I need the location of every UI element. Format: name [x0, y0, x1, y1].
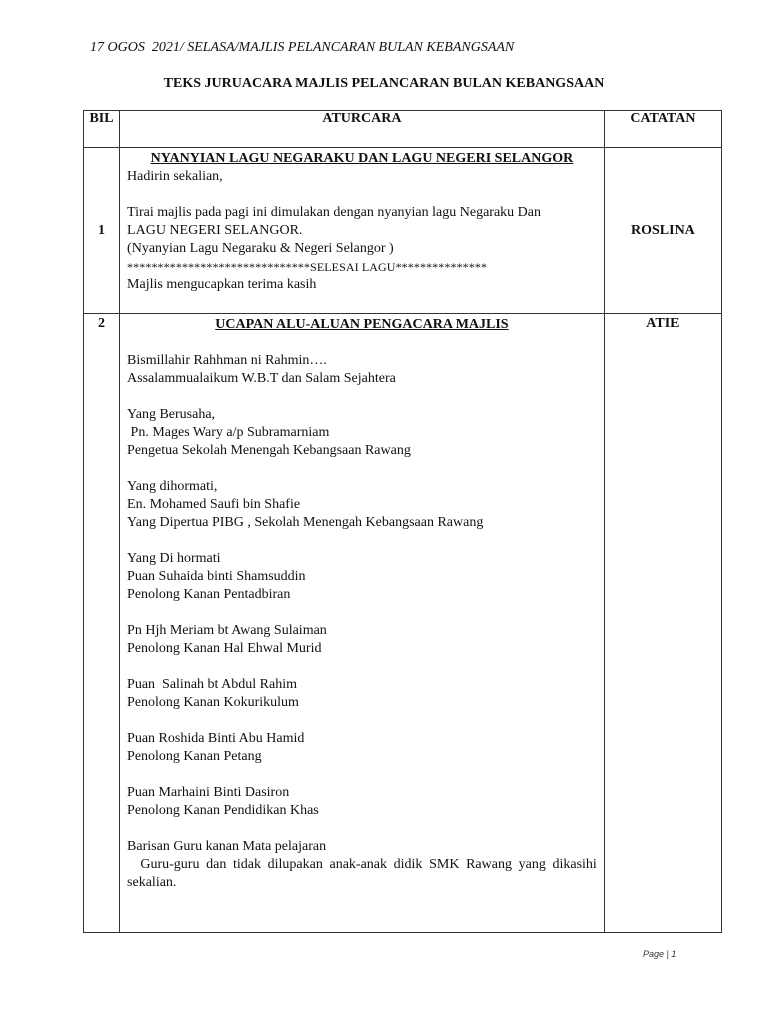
row-catatan: ROSLINA [604, 148, 721, 314]
row-content [120, 148, 605, 314]
blank-line [127, 658, 597, 676]
text-line: Puan Suhaida binti Shamsuddin [127, 569, 306, 584]
table-row [84, 314, 722, 933]
text-line: Penolong Kanan Kokurikulum [127, 695, 299, 710]
text-line: Puan Roshida Binti Abu Hamid [127, 731, 305, 746]
column-header-bil: BIL [84, 111, 120, 148]
text-line: LAGU NEGERI SELANGOR. [127, 223, 303, 238]
document-title: TEKS JURUACARA MAJLIS PELANCARAN BULAN KEBANGSAAN [163, 76, 605, 91]
blank-line [127, 820, 597, 838]
closing-paragraph: Guru-guru dan tidak dilupakan anak-anak didik SMK Rawang yang dikasihi sekalian. [127, 857, 601, 890]
text-line: Pn. Mages Wary a/p Subramarniam [127, 425, 330, 440]
text-line: (Nyanyian Lagu Negaraku & Negeri Selangor ) [127, 241, 394, 256]
section-title: UCAPAN ALU-ALUAN PENGACARA MAJLIS [215, 317, 509, 332]
row-catatan: ATIE [604, 314, 721, 933]
text-line: Penolong Kanan Petang [127, 749, 262, 764]
table-row [84, 148, 722, 314]
blank-line [127, 712, 597, 730]
table-header-row [84, 111, 722, 148]
text-line: Majlis mengucapkan terima kasih [127, 277, 317, 292]
blank-line [127, 460, 597, 478]
text-line: En. Mohamed Saufi bin Shafie [127, 497, 301, 512]
text-line: Yang Dipertua PIBG , Sekolah Menengah Kebangsaan Rawang [127, 515, 484, 530]
text-line: Yang dihormati, [127, 479, 218, 494]
page-number: Page | 1 [643, 949, 677, 959]
blank-line [127, 388, 597, 406]
text-line: Puan Salinah bt Abdul Rahim [127, 677, 297, 692]
blank-line [127, 334, 597, 352]
text-line: Penolong Kanan Pendidikan Khas [127, 803, 319, 818]
text-line: Assalammualaikum W.B.T dan Salam Sejahtera [127, 371, 396, 386]
document-header: 17 OGOS 2021/ SELASA/MAJLIS PELANCARAN BULAN KEBANGSAAN [90, 40, 515, 55]
column-header-catatan: CATATAN [604, 111, 721, 148]
column-header-aturcara: ATURCARA [120, 111, 605, 148]
blank-line [127, 532, 597, 550]
text-line: Penolong Kanan Pentadbiran [127, 587, 291, 602]
row-number: 1 [84, 148, 120, 314]
text-line: Puan Marhaini Binti Dasiron [127, 785, 290, 800]
row-number: 2 [84, 314, 120, 933]
section-title: NYANYIAN LAGU NEGARAKU DAN LAGU NEGERI SELANGOR [150, 151, 574, 166]
row-content [120, 314, 605, 933]
text-line: Penolong Kanan Hal Ehwal Murid [127, 641, 322, 656]
text-line: Yang Berusaha, [127, 407, 216, 422]
text-line: Pn Hjh Meriam bt Awang Sulaiman [127, 623, 327, 638]
agenda-table [83, 110, 722, 933]
text-line: Tirai majlis pada pagi ini dimulakan dengan nyanyian lagu Negaraku Dan [127, 205, 541, 220]
blank-line [127, 766, 597, 784]
text-line: ******************************SELESAI LAGU*************** [127, 260, 488, 274]
text-line: Yang Di hormati [127, 551, 221, 566]
text-line: Pengetua Sekolah Menengah Kebangsaan Rawang [127, 443, 411, 458]
blank-line [127, 604, 597, 622]
blank-line [127, 186, 597, 204]
text-line: Bismillahir Rahhman ni Rahmin…. [127, 353, 327, 368]
text-line: Barisan Guru kanan Mata pelajaran [127, 839, 327, 854]
text-line: Hadirin sekalian, [127, 169, 223, 184]
